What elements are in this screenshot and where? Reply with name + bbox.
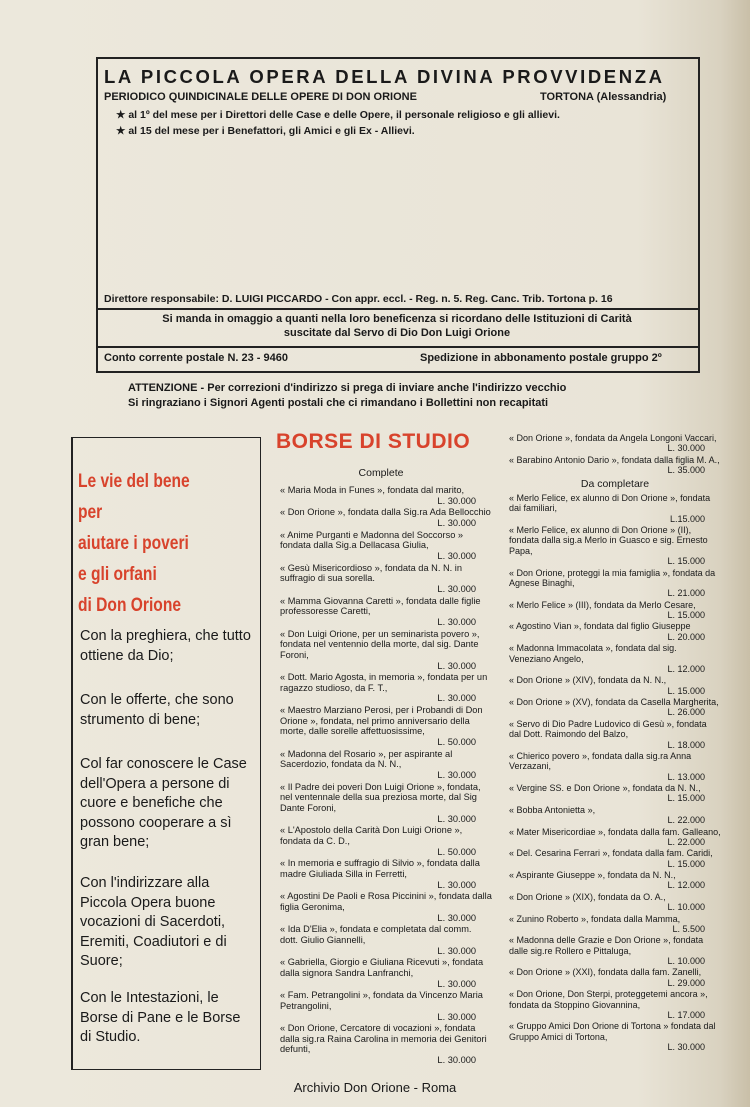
- borsa-text: « Don Orione », fondata dalla Sig.ra Ada Bellocchio: [280, 507, 491, 518]
- borsa-amount: L. 30.000: [437, 660, 476, 671]
- sidebar-title-line: per: [78, 502, 103, 523]
- borsa-text: « Don Orione, Don Sterpi, proteggetemi ancora », fondata da Stoppino Giovannina,: [509, 989, 708, 1010]
- borse-title: BORSE DI STUDIO: [276, 430, 471, 453]
- borsa-amount: L. 30.000: [437, 813, 476, 824]
- borsa-entry: [509, 783, 721, 804]
- borsa-entry: [280, 705, 492, 748]
- borsa-text: « Ida D'Elia », fondata e completata dal comm. dott. Giulio Giannelli,: [280, 924, 472, 945]
- borsa-amount: L. 21.000: [667, 588, 705, 599]
- borsa-text: « Fam. Petrangolini », fondata da Vincenzo Maria Petrangolini,: [280, 990, 483, 1011]
- notice-line-1: ATTENZIONE - Per correzioni d'indirizzo si prega di inviare anche l'indirizzo vecchio: [128, 382, 567, 394]
- omaggio-line-1: Si manda in omaggio a quanti nella loro beneficenza si ricordano delle Istituzioni di Carità: [162, 313, 632, 325]
- borsa-text: « Chierico povero », fondata dalla sig.ra Anna Verzazani,: [509, 750, 692, 772]
- sidebar-paragraph: Con le offerte, che sono strumento di bene;: [80, 692, 234, 728]
- archive-footer: Archivio Don Orione - Roma: [293, 1080, 457, 1095]
- borsa-text: « Don Orione, Cercatore di vocazioni », fondata dalla sig.ra Raina Carolina in memoria dei Genitori defunti,: [280, 1023, 487, 1055]
- borsa-text: « Don Orione, proteggi la mia famiglia », fondata da Agnese Binaghi,: [509, 567, 716, 588]
- borsa-entry: [509, 751, 721, 782]
- borsa-entry: [280, 957, 492, 989]
- borsa-amount: L. 30.000: [667, 443, 705, 454]
- borsa-text: « L'Apostolo della Carità Don Luigi Orione », fondata da C. D.,: [280, 825, 463, 846]
- borsa-amount: L. 30.000: [437, 616, 476, 627]
- borsa-entry: [280, 563, 492, 595]
- borsa-entry: [280, 891, 492, 923]
- borsa-amount: L. 35.000: [667, 465, 705, 476]
- borsa-text: « Gabriella, Giorgio e Giuliana Ricevuti », fondata dalla signora Sandra Lanfranchi,: [280, 957, 484, 978]
- borsa-entry: [509, 805, 721, 826]
- borsa-text: « Vergine SS. e Don Orione », fondata da N. N.,: [509, 783, 701, 793]
- borsa-entry: [509, 643, 721, 674]
- borsa-entry: [509, 989, 721, 1020]
- borsa-text: « Maestro Marziano Perosi, per i Probandi di Don Orione », fondata, nel primo anniversario della morte, dalle sorelle affettuosissime,: [280, 705, 483, 737]
- masthead-title: LA PICCOLA OPERA DELLA DIVINA PROVVIDENZA: [104, 66, 665, 87]
- sidebar-title-line: Le vie del bene: [78, 471, 190, 492]
- borsa-amount: L. 30.000: [437, 550, 476, 561]
- notice-line-2: Si ringraziano i Signori Agenti postali che ci rimandano i Bollettini non recapitati: [128, 397, 549, 409]
- borsa-text: « Don Orione » (XIX), fondata da O. A.,: [509, 891, 666, 902]
- sidebar-paragraph: Con la preghiera, che tutto ottiene da Dio;: [80, 628, 251, 664]
- borsa-amount: L. 15.000: [667, 556, 705, 567]
- borsa-text: « Agostino Vian », fondata dal figlio Giuseppe: [509, 621, 691, 632]
- borsa-amount: L. 26.000: [667, 707, 705, 718]
- borsa-text: « Merlo Felice » (III), fondata da Merlo Cesare,: [509, 599, 696, 610]
- borsa-text: « Dott. Mario Agosta, in memoria », fondata per un ragazzo studioso, da F. T.,: [280, 672, 488, 693]
- divider: [98, 346, 698, 348]
- borsa-amount: L. 12.000: [667, 663, 705, 674]
- omaggio-text: [104, 312, 690, 340]
- borsa-entry: [280, 596, 492, 628]
- borsa-entry: [509, 935, 721, 966]
- borsa-amount: L. 15.000: [667, 858, 705, 869]
- borsa-text: « Don Orione », fondata da Angela Longoni Vaccari,: [509, 433, 717, 443]
- borsa-text: « Anime Purganti e Madonna del Soccorso » fondata dalla Sig.a Dellacasa Giulia,: [280, 529, 464, 551]
- borsa-entry: [280, 749, 492, 781]
- borsa-text: « Aspirante Giuseppe », fondata da N. N.,: [509, 870, 676, 880]
- complete-label: Complete: [358, 467, 404, 479]
- borsa-amount: L. 15.000: [667, 793, 705, 804]
- borsa-text: « Don Orione » (XXI), fondata dalla fam. Zanelli,: [509, 967, 702, 978]
- borsa-amount: L. 30.000: [437, 1011, 476, 1022]
- borsa-text: « Don Orione » (XV), fondata da Casella Margherita,: [509, 697, 719, 707]
- sidebar-title: [78, 466, 214, 621]
- borse-column-2: [280, 485, 492, 1067]
- borsa-entry: [280, 858, 492, 890]
- borsa-entry: [280, 924, 492, 956]
- borsa-text: « Il Padre dei poveri Don Luigi Orione », fondata, nel ventennale della sua preziosa morte, dal Sig Dante Foroni,: [280, 781, 481, 814]
- borsa-amount: L. 50.000: [437, 846, 476, 857]
- sidebar-paragraph: Con le Intestazioni, le Borse di Pane e le Borse di Studio.: [80, 990, 241, 1045]
- borsa-entry: [280, 507, 492, 528]
- borsa-amount: L. 5.500: [672, 923, 705, 934]
- borsa-amount: L. 29.000: [667, 977, 705, 988]
- borsa-entry: [280, 530, 492, 562]
- borsa-entry: [280, 825, 492, 857]
- borsa-amount: L. 30.000: [437, 517, 476, 528]
- borsa-entry: [509, 719, 721, 750]
- borsa-amount: L. 30.000: [437, 912, 476, 923]
- borsa-amount: L. 30.000: [437, 495, 476, 506]
- masthead-location: TORTONA (Alessandria): [540, 91, 667, 103]
- borsa-entry: [509, 600, 721, 621]
- da-completare-list: [509, 493, 721, 1053]
- sidebar-paragraph: Con l'indirizzare alla Piccola Opera buone vocazioni di Sacerdoti, Eremiti, Coadiutori e di Suore;: [80, 875, 227, 969]
- direttore-line: Direttore responsabile: D. LUIGI PICCARDO - Con appr. eccl. - Reg. n. 5. Reg. Canc. Trib. Tortona p. 16: [104, 293, 613, 305]
- borsa-entry: [280, 629, 492, 672]
- borsa-text: « Gesù Misericordioso », fondata da N. N. in suffragio di sua sorella.: [280, 562, 463, 584]
- sidebar-title-line: di Don Orione: [78, 595, 181, 616]
- masthead-line-2: ★ al 15 del mese per i Benefattori, gli Amici e gli Ex - Allievi.: [116, 125, 415, 137]
- borsa-entry: [509, 525, 721, 567]
- borsa-text: « Agostini De Paoli e Rosa Piccinini », fondata dalla figlia Geronima,: [280, 891, 492, 912]
- borsa-text: « Barabino Antonio Dario », fondata dalla figlia M. A.,: [509, 454, 720, 465]
- borsa-amount: L. 18.000: [667, 739, 705, 750]
- borsa-entry: [280, 1023, 492, 1066]
- complete-continued: [509, 433, 721, 476]
- borsa-amount: L. 30.000: [437, 978, 476, 989]
- sidebar-title-line: e gli orfani: [78, 564, 157, 585]
- borse-column-3: [509, 433, 721, 1053]
- borsa-amount: L. 30.000: [437, 770, 476, 781]
- borsa-amount: L. 30.000: [437, 1055, 476, 1066]
- da-completare-label: Da completare: [580, 477, 650, 490]
- borsa-entry: [509, 697, 721, 718]
- conto-corrente: Conto corrente postale N. 23 - 9460: [104, 352, 288, 364]
- borsa-amount: L. 13.000: [667, 771, 705, 782]
- borsa-text: « Merlo Felice, ex alunno di Don Orione » (II), fondata dalla sig.a Merlo in Guasco e sig. Ernesto Papa,: [509, 525, 708, 556]
- borsa-amount: L. 30.000: [667, 1042, 705, 1052]
- sidebar-paragraph: Col far conoscere le Case dell'Opera a persone di cuore e benefiche che possono cooperare a sì gran bene;: [80, 756, 247, 850]
- borsa-entry: [509, 455, 721, 476]
- borsa-text: « Del. Cesarina Ferrari », fondata dalla fam. Caridi,: [509, 848, 713, 859]
- borsa-amount: L. 10.000: [667, 956, 705, 966]
- borsa-amount: L. 10.000: [667, 902, 705, 913]
- borsa-text: « Mater Misericordiae », fondata dalla fam. Galleano,: [509, 826, 721, 837]
- borsa-amount: L. 50.000: [437, 737, 476, 748]
- borsa-entry: [509, 848, 721, 869]
- borsa-amount: L. 30.000: [437, 583, 476, 594]
- borsa-amount: L. 12.000: [667, 880, 705, 891]
- borsa-entry: [509, 433, 721, 454]
- divider: [98, 308, 698, 310]
- borsa-amount: L. 15.000: [667, 610, 705, 620]
- borsa-entry: [509, 1021, 721, 1052]
- masthead-line-1: ★ al 1º del mese per i Direttori delle Case e delle Opere, il personale religioso e gli allievi.: [116, 109, 560, 121]
- sidebar-title-line: aiutare i poveri: [78, 533, 189, 554]
- borsa-entry: [509, 675, 721, 696]
- borsa-text: « Bobba Antonietta »,: [509, 804, 596, 815]
- borsa-entry: [280, 990, 492, 1022]
- spedizione: Spedizione in abbonamento postale gruppo 2º: [420, 352, 662, 364]
- borsa-entry: [509, 914, 721, 935]
- borsa-text: « Don Luigi Orione, per un seminarista povero », fondata nel ventennio della morte, dal sig. Dante Foroni,: [280, 628, 480, 660]
- borsa-entry: [509, 568, 721, 599]
- borsa-entry: [280, 485, 492, 506]
- borsa-amount: L. 15.000: [667, 685, 705, 696]
- borsa-amount: L. 17.000: [667, 1009, 705, 1020]
- borsa-entry: [509, 892, 721, 913]
- borsa-text: « Mamma Giovanna Caretti », fondata dalle figlie professoresse Caretti,: [280, 595, 481, 617]
- borsa-entry: [509, 827, 721, 848]
- borsa-text: « Gruppo Amici Don Orione di Tortona » fondata dal Gruppo Amici di Tortona,: [509, 1021, 716, 1042]
- borsa-entry: [509, 870, 721, 891]
- borsa-text: « Madonna del Rosario », per aspirante al Sacerdozio, fondata da N. N.,: [280, 748, 453, 770]
- borsa-text: « Madonna Immacolata », fondata dal sig. Veneziano Angelo,: [509, 643, 677, 664]
- borsa-amount: L. 22.000: [667, 815, 705, 826]
- borsa-text: « In memoria e suffragio di Silvio », fondata dalla madre Giuliada Silla in Ferretti,: [280, 858, 480, 879]
- borsa-amount: L. 30.000: [437, 693, 476, 704]
- borsa-entry: [280, 672, 492, 704]
- borsa-amount: L. 22.000: [667, 836, 705, 847]
- borsa-entry: [509, 493, 721, 524]
- borsa-text: « Merlo Felice, ex alunno di Don Orione », fondata dai familiari,: [509, 492, 711, 514]
- borsa-entry: [509, 621, 721, 642]
- borsa-amount: L.15.000: [669, 513, 705, 524]
- borsa-text: « Maria Moda in Funes », fondata dal marito,: [280, 485, 465, 495]
- borsa-text: « Madonna delle Grazie e Don Orione », fondata dalle sig.re Rollero e Pittaluga,: [509, 935, 704, 956]
- masthead-subtitle: PERIODICO QUINDICINALE DELLE OPERE DI DON ORIONE: [104, 91, 417, 103]
- borsa-amount: L. 30.000: [437, 945, 476, 956]
- borsa-entry: [509, 967, 721, 988]
- omaggio-line-2: suscitate dal Servo di Dio Don Luigi Orione: [283, 327, 511, 339]
- borsa-text: « Don Orione » (XIV), fondata da N. N.,: [509, 675, 667, 686]
- borsa-amount: L. 20.000: [667, 631, 705, 642]
- borsa-text: « Zunino Roberto », fondata dalla Mamma,: [509, 913, 681, 924]
- borsa-text: « Servo di Dio Padre Ludovico di Gesù », fondata dal Dott. Raimondo del Balzo,: [509, 718, 707, 740]
- borsa-amount: L. 30.000: [437, 879, 476, 890]
- borsa-entry: [280, 782, 492, 825]
